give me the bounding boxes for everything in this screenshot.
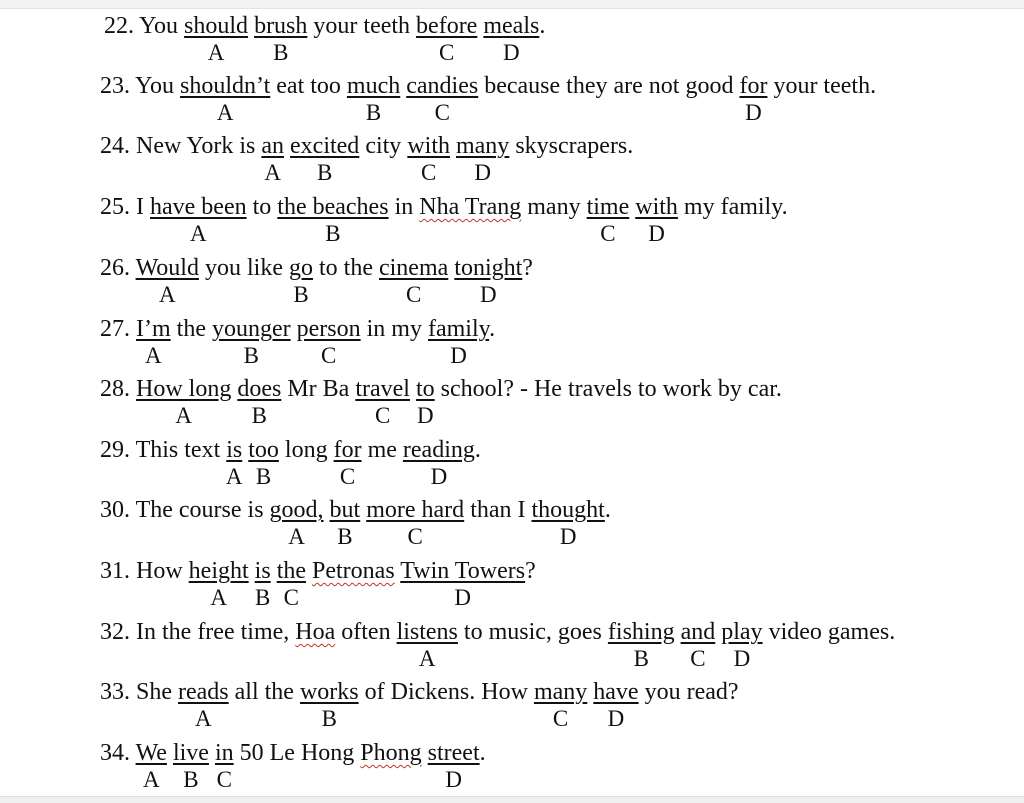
option-label-b: B (293, 282, 309, 307)
option-label-b: B (325, 221, 341, 246)
underlined-option: reads (178, 679, 229, 705)
sentence-text: to music, goes (457, 619, 608, 645)
question-sentence (100, 494, 611, 526)
question-number: 25. (100, 194, 136, 220)
question-number: 29. (100, 437, 136, 463)
option-label-a: A (418, 646, 436, 671)
question-24 (0, 130, 1024, 186)
sentence-text: my family. (677, 194, 788, 220)
question-sentence (100, 252, 533, 284)
window-bottom-edge (0, 796, 1024, 803)
underlined-option: Twin Towers (400, 558, 526, 584)
sentence-text: She (136, 679, 178, 705)
sentence-text: city (359, 133, 408, 159)
option-label-b: B (321, 706, 337, 731)
option-label-c: C (407, 524, 423, 549)
sentence-text: to the (312, 255, 379, 281)
sentence-text: long (278, 437, 334, 463)
underlined-option: have (593, 679, 639, 705)
question-sentence (100, 191, 788, 223)
underlined-option: much (346, 73, 401, 99)
underlined-option: good, (269, 497, 324, 523)
spellcheck-word: Nha Trang (419, 194, 522, 220)
option-label-a: A (288, 524, 305, 549)
sentence-text: video games. (762, 619, 896, 645)
option-label-a: A (207, 40, 225, 65)
underlined-option: too (248, 437, 279, 463)
option-label-b: B (255, 464, 272, 489)
underlined-option: person (296, 316, 361, 342)
option-label-c: C (552, 706, 569, 731)
question-number: 27. (100, 316, 136, 342)
question-number: 24. (100, 133, 136, 159)
sentence-text: . (604, 497, 611, 523)
option-label-d: D (503, 40, 520, 65)
sentence-text (291, 316, 297, 342)
sentence-text: New York is (136, 133, 262, 159)
option-label-b: B (337, 524, 353, 549)
sentence-text (271, 558, 277, 584)
question-sentence (104, 10, 545, 42)
underlined-option: brush (254, 13, 308, 39)
spellcheck-word: Phong (360, 740, 422, 766)
option-label-d: D (648, 221, 665, 246)
underlined-option: with (635, 194, 678, 220)
option-label-a: A (142, 767, 160, 792)
sentence-text: . (474, 437, 481, 463)
question-32 (0, 616, 1024, 672)
underlined-option: street (427, 740, 480, 766)
sentence-text: in my (360, 316, 428, 342)
option-label-b: B (183, 767, 199, 792)
option-label-c: C (374, 403, 391, 428)
question-sentence (100, 434, 481, 466)
underlined-option: play (721, 619, 763, 645)
window-top-edge (0, 0, 1024, 9)
option-label-c: C (339, 464, 356, 489)
underlined-option: listens (396, 619, 458, 645)
option-label-c: C (434, 100, 450, 125)
underlined-option: height (188, 558, 249, 584)
underlined-option: should (184, 13, 249, 39)
underlined-option: go (288, 255, 313, 281)
option-label-c: C (320, 343, 337, 368)
underlined-option: for (739, 73, 768, 99)
option-label-c: C (216, 767, 232, 792)
sentence-text: many (521, 194, 587, 220)
option-label-d: D (474, 160, 491, 185)
question-sentence (100, 313, 495, 345)
option-label-d: D (454, 585, 471, 610)
question-31 (0, 555, 1024, 611)
underlined-option: in (214, 740, 234, 766)
question-26 (0, 252, 1024, 308)
option-label-b: B (316, 160, 333, 185)
underlined-option: with (407, 133, 450, 159)
sentence-text: The course is (135, 497, 270, 523)
question-sentence (100, 616, 895, 648)
question-number: 28. (100, 376, 136, 402)
option-label-a: A (225, 464, 243, 489)
sentence-text: You (135, 73, 181, 99)
option-label-a: A (264, 160, 281, 185)
option-label-b: B (633, 646, 649, 671)
underlined-option: time (586, 194, 630, 220)
question-sentence (100, 70, 876, 102)
question-30 (0, 494, 1024, 550)
sentence-text: How (136, 558, 189, 584)
sentence-text: This text (135, 437, 227, 463)
option-label-a: A (210, 585, 227, 610)
underlined-option: We (135, 740, 167, 766)
sentence-text (422, 740, 428, 766)
option-label-a: A (216, 100, 234, 125)
option-label-d: D (745, 100, 762, 125)
option-label-d: D (733, 646, 751, 671)
sentence-text: 50 Le Hong (233, 740, 361, 766)
option-label-a: A (189, 221, 207, 246)
underlined-option: younger (211, 316, 291, 342)
underlined-option: cinema (378, 255, 449, 281)
underlined-option: excited (290, 133, 360, 159)
sentence-text: me (361, 437, 403, 463)
underlined-option: reading (402, 437, 475, 463)
underlined-option: works (299, 679, 359, 705)
sentence-text (675, 619, 681, 645)
underlined-option: How long (136, 376, 232, 402)
underlined-option: shouldn’t (180, 73, 271, 99)
option-label-b: B (251, 403, 268, 428)
question-23 (0, 70, 1024, 126)
sentence-text: . (479, 740, 486, 766)
option-label-d: D (430, 464, 448, 489)
sentence-text: ? (525, 558, 536, 584)
question-number: 32. (100, 619, 136, 645)
option-label-d: D (417, 403, 434, 428)
sentence-text: all the (228, 679, 300, 705)
sentence-text: than I (464, 497, 532, 523)
option-label-b: B (273, 40, 289, 65)
underlined-option: many (455, 133, 510, 159)
sentence-text: often (335, 619, 397, 645)
underlined-option: thought (531, 497, 605, 523)
sentence-text: because they are not good (478, 73, 740, 99)
sentence-text: Mr Ba (281, 376, 356, 402)
underlined-option: is (254, 558, 271, 584)
spellcheck-word: Hoa (295, 619, 336, 645)
question-number: 30. (100, 497, 136, 523)
underlined-option: does (237, 376, 282, 402)
underlined-option: for (333, 437, 362, 463)
underlined-option: the beaches (277, 194, 389, 220)
option-label-a: A (145, 343, 162, 368)
sentence-text: . (489, 316, 496, 342)
underlined-option: tonight (454, 255, 523, 281)
question-25 (0, 191, 1024, 247)
question-27 (0, 313, 1024, 369)
sentence-text: ? (522, 255, 533, 281)
option-label-c: C (283, 585, 300, 610)
underlined-option: live (172, 740, 209, 766)
question-22 (0, 10, 1024, 66)
question-number: 22. (104, 13, 140, 39)
question-sentence (100, 373, 782, 405)
sentence-text: in (388, 194, 420, 220)
underlined-option: meals (483, 13, 540, 39)
underlined-option: more hard (366, 497, 465, 523)
underlined-option: many (533, 679, 588, 705)
sentence-text (324, 497, 330, 523)
question-sentence (100, 130, 633, 162)
question-sentence (100, 555, 536, 587)
sentence-text: to (246, 194, 278, 220)
sentence-text: your teeth. (767, 73, 877, 99)
underlined-option: the (276, 558, 307, 584)
underlined-option: family (427, 316, 490, 342)
option-label-a: A (158, 282, 176, 307)
question-29 (0, 434, 1024, 490)
option-label-c: C (600, 221, 616, 246)
underlined-option: and (680, 619, 716, 645)
option-label-d: D (450, 343, 467, 368)
question-28 (0, 373, 1024, 429)
question-number: 34. (100, 740, 136, 766)
sentence-text: In the free time, (136, 619, 296, 645)
underlined-option: travel (355, 376, 410, 402)
option-label-b: B (365, 100, 382, 125)
sentence-text: the (170, 316, 212, 342)
underlined-option: Would (135, 255, 199, 281)
underlined-option: before (416, 13, 478, 39)
underlined-option: have been (150, 194, 247, 220)
sentence-text: your teeth (307, 13, 417, 39)
option-label-c: C (439, 40, 455, 65)
option-label-b: B (243, 343, 259, 368)
sentence-text: eat too (270, 73, 347, 99)
underlined-option: to (415, 376, 435, 402)
spellcheck-word: Petronas (312, 558, 395, 584)
question-number: 31. (100, 558, 136, 584)
underlined-option: is (226, 437, 243, 463)
underlined-option: I’m (136, 316, 171, 342)
underlined-option: fishing (607, 619, 675, 645)
question-sentence (100, 676, 739, 708)
underlined-option: candies (406, 73, 479, 99)
sentence-text: I (136, 194, 150, 220)
sentence-text: you read? (638, 679, 739, 705)
sentence-text: You (139, 13, 185, 39)
option-label-c: C (420, 160, 437, 185)
option-label-c: C (405, 282, 422, 307)
question-sentence (100, 737, 486, 769)
option-label-a: A (175, 403, 192, 428)
option-label-d: D (445, 767, 462, 792)
question-number: 26. (100, 255, 136, 281)
sentence-text: school? - He travels to work by car. (434, 376, 782, 402)
sentence-text (249, 558, 255, 584)
sentence-text: of Dickens. How (358, 679, 534, 705)
option-label-c: C (690, 646, 706, 671)
question-34 (0, 737, 1024, 793)
option-label-d: D (607, 706, 625, 731)
option-label-d: D (479, 282, 497, 307)
option-label-a: A (195, 706, 212, 731)
question-number: 33. (100, 679, 136, 705)
underlined-option: but (329, 497, 361, 523)
option-label-b: B (255, 585, 271, 610)
question-number: 23. (100, 73, 136, 99)
option-label-d: D (559, 524, 577, 549)
sentence-text: you like (198, 255, 289, 281)
sentence-text: . (539, 13, 546, 39)
underlined-option: an (261, 133, 285, 159)
question-33 (0, 676, 1024, 732)
sentence-text: skyscrapers. (509, 133, 634, 159)
